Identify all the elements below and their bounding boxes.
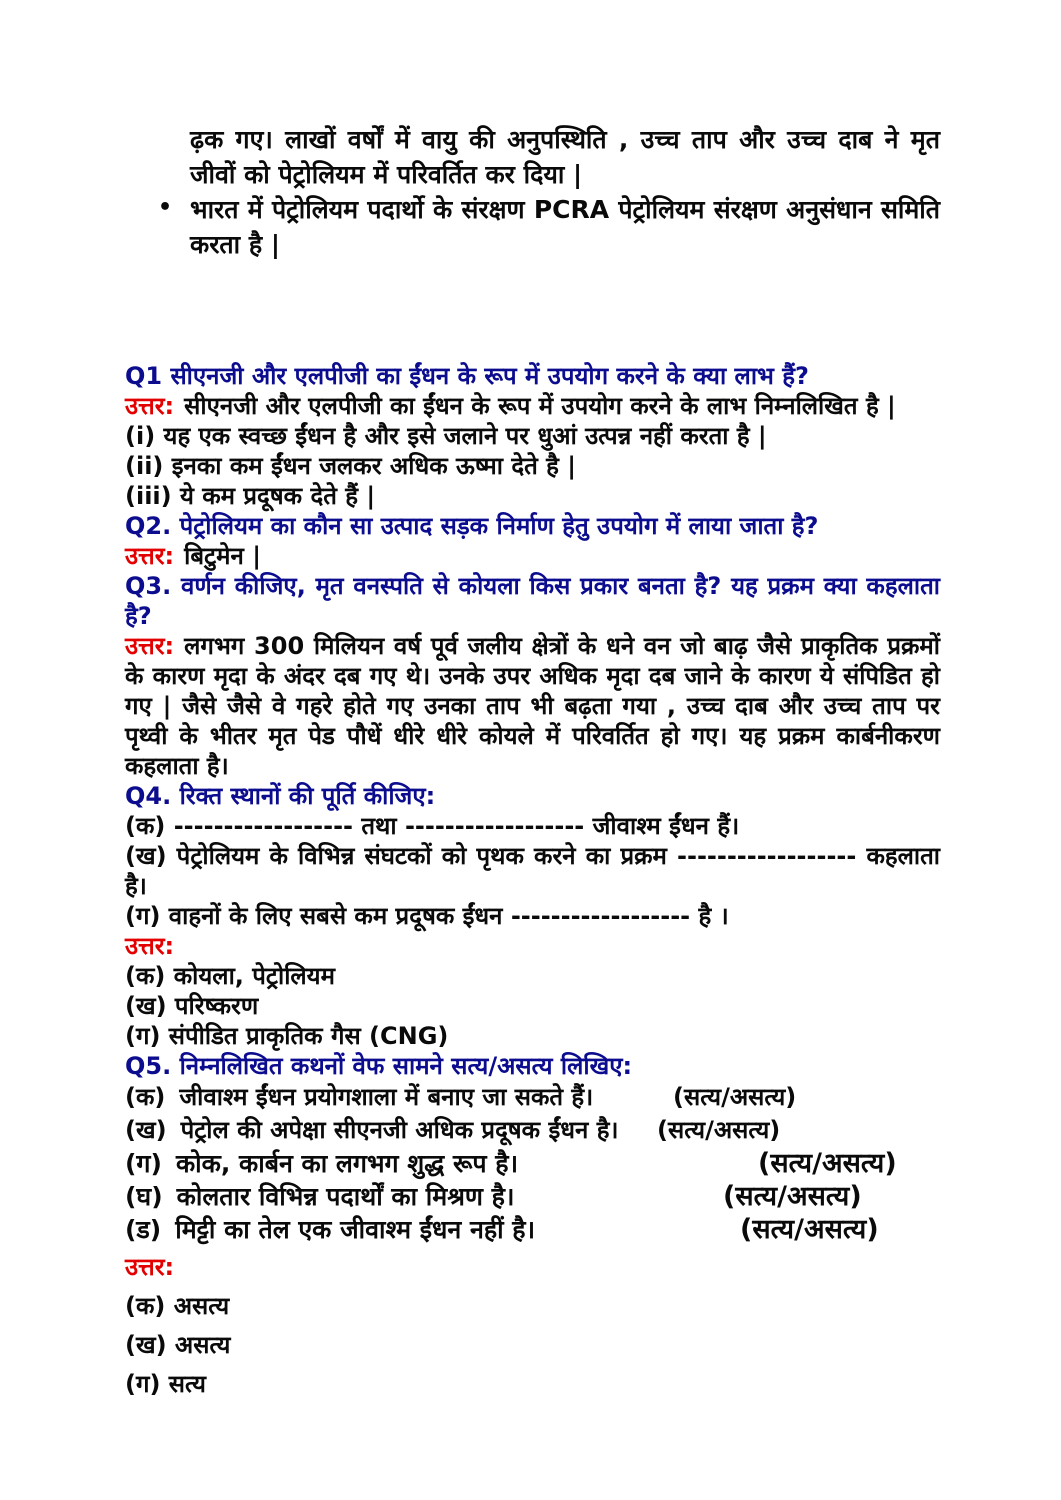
- q4-answer-b: (ख) परिष्करण: [125, 992, 259, 1020]
- answer-label-q2: उत्तर:: [125, 542, 175, 570]
- q5-statement-text: जीवाश्म ईंधन प्रयोगशाला में बनाए जा सकते हैं।: [179, 1083, 594, 1111]
- q5-statement-row: [125, 1081, 940, 1114]
- q5-statement-row: [125, 1114, 940, 1147]
- qa-section: [125, 361, 940, 1404]
- answer-q2: [125, 541, 940, 571]
- q5-answer-a: (क) असत्य: [125, 1292, 230, 1320]
- question-q3: Q3. वर्णन कीजिए, मृत वनस्पति से कोयला किस प्रकार बनता है? यह प्रक्रम क्या कहलाता है?: [125, 572, 940, 630]
- q5-answer-b: (ख) असत्य: [125, 1331, 231, 1359]
- intro-paragraph: ढ़क गए। लाखों वर्षों में वायु की अनुपस्थिति , उच्च ताप और उच्च दाब ने मृत जीवों को पेट्रोलियम में परिवर्तित कर दिया |: [190, 125, 940, 189]
- q5-answers-section: [125, 1248, 940, 1404]
- answer-text-q3: लगभग 300 मिलियन वर्ष पूर्व जलीय क्षेत्रों के धने वन जो बाढ़ जैसे प्राकृतिक प्रक्रमों के कारण मृदा के अंदर दब गए थे। उनके उपर अधिक मृदा दब जाने के कारण ये संपिडित हो गए | जैसे जैसे वे गहरे होते गए उनका ताप भी बढ़ता गया , उच्च दाब और उच्च ताप पर पृथ्वी के भीतर मृत पेड पौधें धीरे धीरे कोयले में परिवर्तित हो गए। यह प्रक्रम कार्बनीकरण कहलाता है।: [125, 632, 940, 780]
- q4-blank-b: (ख) पेट्रोलियम के विभिन्न संघटकों को पृथक करने का प्रक्रम ------------------ कहलाता है।: [125, 842, 940, 900]
- q5-truth-options: (सत्य/असत्य): [758, 1148, 897, 1179]
- q5-statement-label: (ड): [125, 1215, 162, 1244]
- q5-answer-c: (ग) सत्य: [125, 1370, 206, 1398]
- q5-statement-row: [125, 1147, 940, 1180]
- q5-statement-label: (क): [125, 1083, 166, 1111]
- bullet-icon: •: [158, 195, 173, 220]
- q5-statement-row: [125, 1213, 940, 1246]
- q4-blank-c: (ग) वाहनों के लिए सबसे कम प्रदूषक ईंधन ------------------ है ।: [125, 902, 729, 930]
- answer-text-q1: सीएनजी और एलपीजी का ईंधन के रूप में उपयोग करने के लाभ निम्नलिखित है |: [184, 392, 896, 420]
- answer-label-q5: [125, 1248, 940, 1287]
- q5-statement-text: मिट्टी का तेल एक जीवाश्म ईंधन नहीं है।: [175, 1215, 536, 1244]
- q5-statement-text: कोक, कार्बन का लगभग शुद्ध रूप है।: [175, 1149, 519, 1178]
- question-q4: Q4. रिक्त स्थानों की पूर्ति कीजिए:: [125, 782, 436, 810]
- q5-statement-label: (ख): [125, 1116, 167, 1144]
- answer-q1-point-i: (i) यह एक स्वच्छ ईंधन है और इसे जलाने पर धुआं उत्पन्न नहीं करता है |: [125, 422, 767, 450]
- question-q5: Q5. निम्नलिखित कथनों वेफ सामने सत्य/असत्य लिखिए:: [125, 1052, 633, 1080]
- q4-answer-c: (ग) संपीडित प्राकृतिक गैस (CNG): [125, 1022, 449, 1050]
- answer-text-q2: बिटुमेन |: [184, 542, 261, 570]
- bullet-item-text: भारत में पेट्रोलियम पदार्थो के संरक्षण PCRA पेट्रोलियम संरक्षण अनुसंधान समिति करता है |: [190, 195, 940, 259]
- answer-label-q4-text: उत्तर:: [125, 932, 175, 960]
- question-q2: Q2. पेट्रोलियम का कौन सा उत्पाद सड़क निर्माण हेतु उपयोग में लाया जाता है?: [125, 512, 819, 540]
- q5-truth-options: (सत्य/असत्य): [723, 1181, 862, 1212]
- answer-q1: [125, 391, 940, 421]
- q5-statement-row: [125, 1180, 940, 1213]
- q5-truth-options: (सत्य/असत्य): [740, 1214, 879, 1245]
- q5-statement-label: (घ): [125, 1182, 163, 1211]
- q5-statement-text: कोलतार विभिन्न पदार्थों का मिश्रण है।: [176, 1182, 515, 1211]
- answer-q3: [125, 631, 940, 781]
- q5-statement-label: (ग): [125, 1149, 162, 1178]
- answer-label-q4: [125, 931, 940, 961]
- intro-section: [125, 122, 940, 262]
- answer-label-q5-text: उत्तर:: [125, 1253, 175, 1281]
- q5-statement-text: पेट्रोल की अपेक्षा सीएनजी अधिक प्रदूषक ईंधन है।: [180, 1116, 619, 1144]
- answer-q1-point-iii: (iii) ये कम प्रदूषक देते हैं |: [125, 482, 376, 510]
- q5-truth-options: (सत्य/असत्य): [657, 1116, 781, 1144]
- question-q1: Q1 सीएनजी और एलपीजी का ईंधन के रूप में उपयोग करने के क्या लाभ हैं?: [125, 362, 809, 390]
- answer-q1-point-ii: (ii) इनका कम ईंधन जलकर अधिक ऊष्मा देते है |: [125, 452, 576, 480]
- answer-label-q1: उत्तर:: [125, 392, 175, 420]
- q4-answer-a: (क) कोयला, पेट्रोलियम: [125, 962, 335, 990]
- answer-label-q3: उत्तर:: [125, 632, 175, 660]
- bullet-item: [158, 192, 940, 262]
- q5-truth-options: (सत्य/असत्य): [673, 1083, 797, 1111]
- q4-blank-a: (क) ------------------ तथा ------------------ जीवाश्म ईंधन हैं।: [125, 812, 740, 840]
